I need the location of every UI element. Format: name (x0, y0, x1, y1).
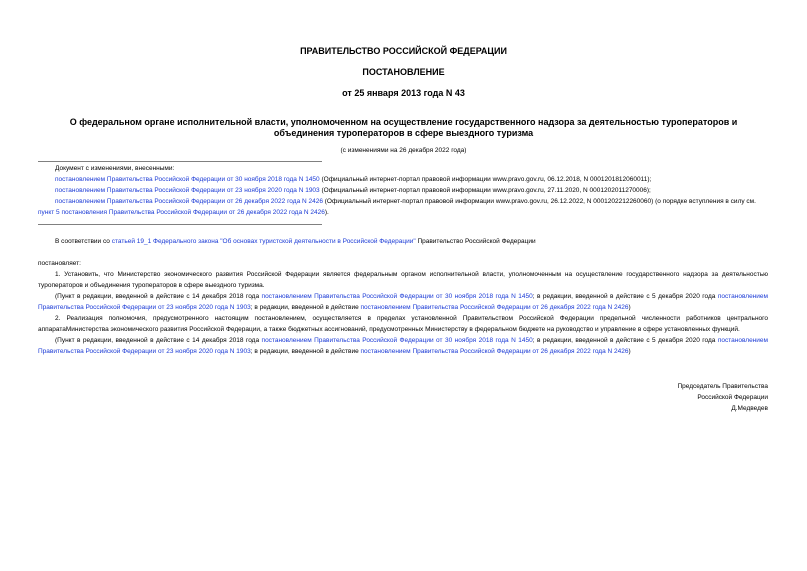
changes-intro: Документ с изменениями, внесенными: (55, 165, 175, 172)
note-2-link-3[interactable]: постановлением Правительства Российской Федерации от 26 декабря 2022 года N 2426 (360, 348, 629, 355)
law-article-link[interactable]: статьей 19_1 Федерального закона "Об основах туристской деятельности в Российской Федерации" (111, 238, 416, 245)
changes-note: (с изменениями на 26 декабря 2022 года) (340, 147, 467, 154)
change-item-2 (38, 185, 768, 196)
paragraph-1: 1. Установить, что Министерство экономического развития Российской Федерации является федеральным органом исполнительной власти, уполномоченным на осуществление государственного надзора за деятельностью туроператоров и объединения туроператоров в сфере выездного туризма. (38, 271, 768, 289)
note-1-text-c: ; в редакции, введенной в действие (250, 304, 361, 311)
note-2-text-a: (Пункт в редакции, введенной в действие с 14 декабря 2018 года (55, 337, 262, 344)
note-1-link-1[interactable]: постановлением Правительства Российской Федерации от 30 ноября 2018 года N 1450 (261, 293, 533, 300)
note-1-text-b: ; в редакции, введенной в действие с 5 декабря 2020 года (532, 293, 718, 300)
change-text-2: (Официальный интернет-портал правовой информации www.pravo.gov.ru, 27.11.2020, N 0001202011270006); (319, 187, 651, 194)
change-text-3: (Официальный интернет-портал правовой информации www.pravo.gov.ru, 26.12.2022, N 0001202212260060) (о порядке вступления в силу см. (322, 198, 756, 205)
divider-top (38, 161, 322, 162)
signature-line-2: Российской Федерации (697, 394, 768, 401)
preamble (38, 236, 768, 247)
change-text-1: (Официальный интернет-портал правовой информации www.pravo.gov.ru, 06.12.2018, N 0001201812060011); (319, 176, 652, 183)
signature-line-1: Председатель Правительства (677, 383, 768, 390)
note-2 (38, 335, 768, 357)
government-heading: ПРАВИТЕЛЬСТВО РОССИЙСКОЙ ФЕДЕРАЦИИ (300, 46, 507, 56)
note-2-link-1[interactable]: постановлением Правительства Российской Федерации от 30 ноября 2018 года N 1450 (261, 337, 533, 344)
change-link-3[interactable]: постановлением Правительства Российской Федерации от 26 декабря 2022 года N 2426 (55, 198, 323, 205)
note-2-text-d: ) (628, 348, 631, 355)
document-title: О федеральном органе исполнительной власти, уполномоченном на осуществление государственного надзора за деятельностью туроператоров и объединения туроператоров в сфере выездного туризма (69, 117, 738, 138)
document-body (38, 269, 768, 357)
note-2-link-2[interactable]: постановлением Правительства Российской Федерации от 23 ноября 2020 года N 1903 (38, 337, 768, 355)
note-2-text-c: ; в редакции, введенной в действие (250, 348, 361, 355)
signature-block (560, 381, 768, 414)
change-item-3 (38, 196, 768, 218)
document-changes-block (38, 163, 768, 218)
note-1-link-3[interactable]: постановлением Правительства Российской Федерации от 26 декабря 2022 года N 2426 (360, 304, 629, 311)
change-tail-3: ). (324, 209, 329, 216)
preamble-pre: В соответствии со (55, 238, 112, 245)
note-1-text-a: (Пункт в редакции, введенной в действие с 14 декабря 2018 года (55, 293, 262, 300)
note-1-link-2[interactable]: постановлением Правительства Российской Федерации от 23 ноября 2020 года N 1903 (38, 293, 768, 311)
note-2-text-b: ; в редакции, введенной в действие с 5 декабря 2020 года (532, 337, 718, 344)
doc-type-heading: ПОСТАНОВЛЕНИЕ (362, 67, 445, 77)
change-link-2[interactable]: постановлением Правительства Российской Федерации от 23 ноября 2020 года N 1903 (55, 187, 320, 194)
change-item-1 (38, 174, 768, 185)
change-link-1[interactable]: постановлением Правительства Российской Федерации от 30 ноября 2018 года N 1450 (55, 176, 320, 183)
decrees-word: постановляет: (38, 260, 81, 267)
note-1 (38, 291, 768, 313)
note-1-text-d: ) (628, 304, 631, 311)
divider-bottom (38, 224, 322, 225)
signature-line-3: Д.Медведев (731, 405, 768, 412)
date-number-heading: от 25 января 2013 года N 43 (342, 88, 465, 98)
change-link-3b[interactable]: пункт 5 постановления Правительства Российской Федерации от 26 декабря 2022 года N 2426 (38, 209, 325, 216)
paragraph-2: 2. Реализация полномочия, предусмотренного настоящим постановлением, осуществляется в пределах установленной Правительством Российской Федерации предельной численности работников центрального аппаратаМинистерства экономического развития Российской Федерации, а также бюджетных ассигнований, предусмотренных Министерству в федеральном бюджете на руководство и управление в сфере установленных функций. (38, 315, 768, 333)
preamble-post: Правительство Российской Федерации (415, 238, 536, 245)
